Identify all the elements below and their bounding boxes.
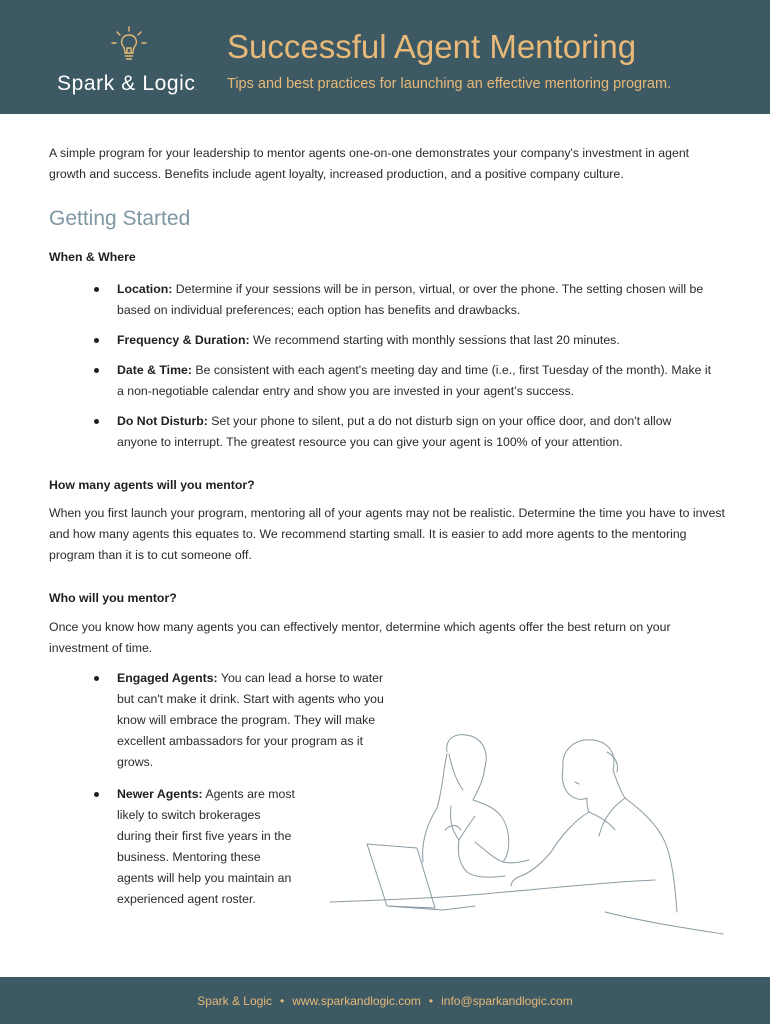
when-where-list bbox=[49, 279, 714, 462]
item-label: Date & Time: bbox=[117, 363, 192, 377]
item-label: Newer Agents: bbox=[117, 787, 203, 801]
who-paragraph: Once you know how many agents you can effectively mentor, determine which agents offer the best return on your investment of time. bbox=[49, 620, 671, 655]
list-item bbox=[49, 330, 714, 351]
item-text: You can lead a horse to water but can't make it drink. Start with agents who you know will embrace the program. They will make excellent ambassadors for your program as it grows. bbox=[117, 671, 384, 769]
item-label: Location: bbox=[117, 282, 173, 296]
intro-paragraph: A simple program for your leadership to mentor agents one-on-one demonstrates your company's investment in agent growth and success. Benefits include agent loyalty, increased production, and a positive company culture. bbox=[49, 146, 690, 181]
subheading-when-where: When & Where bbox=[49, 250, 136, 264]
list-item bbox=[49, 360, 714, 402]
list-item bbox=[49, 411, 714, 453]
footer-bar bbox=[0, 977, 770, 1024]
brand-name: Spark & Logic bbox=[57, 72, 196, 95]
item-text: Agents are most likely to switch brokerages during their first five years in the business. Mentoring these agents will help you maintain an experienced agent roster. bbox=[117, 787, 295, 906]
list-item bbox=[49, 279, 714, 321]
footer-website-link[interactable]: www.sparkandlogic.com bbox=[292, 993, 421, 1008]
mentoring-illustration bbox=[325, 712, 730, 942]
item-text: We recommend starting with monthly sessions that last 20 minutes. bbox=[249, 333, 620, 347]
subheading-who: Who will you mentor? bbox=[49, 591, 177, 605]
brand-logo-text bbox=[57, 72, 207, 96]
item-label: Frequency & Duration: bbox=[117, 333, 250, 347]
lightbulb-icon bbox=[110, 26, 148, 64]
footer-brand: Spark & Logic bbox=[197, 993, 272, 1008]
item-text: Set your phone to silent, put a do not disturb sign on your office door, and don't allow anyone to interrupt. The greatest resource you can give your agent is 100% of your attention. bbox=[117, 414, 672, 449]
footer-separator: • bbox=[280, 993, 285, 1008]
subheading-how-many: How many agents will you mentor? bbox=[49, 478, 255, 492]
section-heading-getting-started: Getting Started bbox=[49, 207, 191, 230]
brand-mark: . bbox=[195, 86, 198, 92]
header-banner bbox=[0, 0, 770, 114]
item-label: Do Not Disturb: bbox=[117, 414, 208, 428]
how-many-paragraph: When you first launch your program, mentoring all of your agents may not be realistic. Determine the time you have to invest and how many agents this equates to. We recommend starting small. It is easier to add more agents to the mentoring program than it is to cut someone off. bbox=[49, 506, 725, 562]
item-text: Determine if your sessions will be in person, virtual, or over the phone. The setting chosen will be based on individual preferences; each option has benefits and drawbacks. bbox=[117, 282, 704, 317]
footer-separator: • bbox=[428, 993, 434, 1008]
footer-email-link[interactable]: info@sparkandlogic.com bbox=[441, 993, 573, 1008]
item-label: Engaged Agents: bbox=[117, 671, 218, 685]
item-text: Be consistent with each agent's meeting day and time (i.e., first Tuesday of the month). Make it a non-negotiable calendar entry and show you are invested in your agent’s success. bbox=[117, 363, 712, 398]
page-subtitle: Tips and best practices for launching an effective mentoring program. bbox=[227, 76, 672, 92]
page-title: Successful Agent Mentoring bbox=[227, 28, 637, 65]
